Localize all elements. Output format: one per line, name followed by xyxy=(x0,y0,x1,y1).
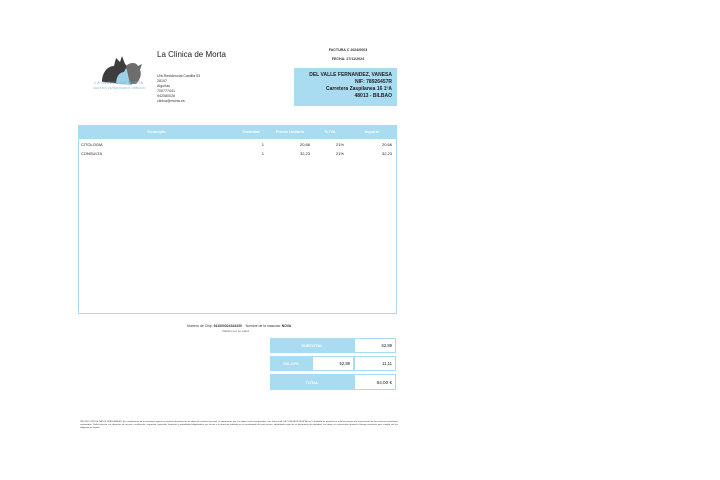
clinic-address-line: 28107 xyxy=(157,79,167,83)
client-city: 48013 - BILBAO xyxy=(354,93,392,99)
subtotal-label: SUBTOTAL xyxy=(270,338,354,353)
totals-block xyxy=(270,338,397,393)
header-quantity: Cantidad xyxy=(242,129,260,134)
invoice-meta xyxy=(300,46,396,64)
clinic-address-line: Alguñas xyxy=(157,84,170,88)
pet-label: Nombre de la mascota: xyxy=(245,324,281,328)
client-street: Carretera Zaspilanea 16 1ºA xyxy=(325,86,392,92)
iva-row xyxy=(270,356,397,371)
total-value: 64,00 € xyxy=(354,374,396,390)
clinic-name: La Clinica de Morta xyxy=(157,50,226,59)
client-box xyxy=(294,68,397,106)
cell-iva: 21% xyxy=(335,142,344,147)
header-concept: Concepto xyxy=(147,129,166,134)
subtotal-row xyxy=(270,338,397,353)
chip-subtext: Válidos por su salud xyxy=(222,329,250,333)
items-table-header xyxy=(79,126,396,139)
cell-unit-price: 20,66 xyxy=(299,142,310,147)
items-table xyxy=(78,125,397,314)
header-iva: % IVA xyxy=(324,129,336,134)
items-table-body xyxy=(79,139,396,158)
cell-quantity: 1 xyxy=(261,142,264,147)
clinic-address-line: 942080028 xyxy=(157,94,175,98)
cell-quantity: 1 xyxy=(261,151,264,156)
invoice-date: FECHA: 27/11/2024 xyxy=(331,57,365,61)
cell-iva: 21% xyxy=(335,151,344,156)
iva-label: IVA 21% xyxy=(270,356,312,371)
pet-name: NOVA xyxy=(281,324,292,328)
cell-concept: CONSULTA xyxy=(81,151,103,156)
table-row xyxy=(79,140,396,149)
logo-wordmark: LA CLINICA DE MORTA xyxy=(94,80,144,85)
iva-amount: 11,11 xyxy=(354,356,396,371)
iva-base: 52,89 xyxy=(312,356,354,371)
subtotal-value: 52,89 xyxy=(354,338,396,353)
cell-amount: 20,66 xyxy=(381,142,392,147)
header-unit-price: Precio Unitario xyxy=(275,129,305,134)
cell-amount: 32,23 xyxy=(381,151,392,156)
logo-tagline: CENTRO VETERINARIO URBANO xyxy=(92,86,146,90)
clinic-address-line: 700777441 xyxy=(157,89,175,93)
clinic-address xyxy=(157,74,200,104)
cell-concept: CITOLOGIA xyxy=(81,142,103,147)
cell-unit-price: 32,23 xyxy=(299,151,310,156)
total-label: TOTAL xyxy=(270,374,354,390)
chip-label: Número de Chip: xyxy=(187,324,213,328)
chip-number: 941000024343430 xyxy=(213,324,242,328)
legal-notice: PROTECCIÓN DE DATOS PERSONALES: En cumplimiento de la normativa vigente en materia de protección de datos de carácter personal, le informamos que sus datos serán incorporados a los ficheros de LA CLINICA DE MORTA con la finalidad de gestionar la relación comercial y la prestación de los servicios veterinarios contratados. Podrá ejercitar sus derechos de acceso, rectificación, supresión, oposición, limitación y portabilidad dirigiéndose por escrito a la dirección indicada en el encabezado de esta factura, adjuntando copia de su documento de identidad. Los datos se conservarán durante el tiempo necesario para cumplir con las obligaciones legales. xyxy=(80,421,398,429)
total-row xyxy=(270,374,397,390)
clinic-address-line: clinica@morta.es xyxy=(157,99,185,103)
table-row xyxy=(79,149,396,158)
client-nif: NIF: 78926457R xyxy=(355,79,392,85)
header-amount: Importe xyxy=(364,129,380,134)
client-name: DEL VALLE FERNANDEZ, VANESA xyxy=(309,72,392,78)
invoice-number: FACTURA C 2024/0003 xyxy=(328,48,368,52)
clinic-address-line: Urb.Residencial Castilla 53 xyxy=(157,74,201,78)
chip-info xyxy=(187,324,291,328)
